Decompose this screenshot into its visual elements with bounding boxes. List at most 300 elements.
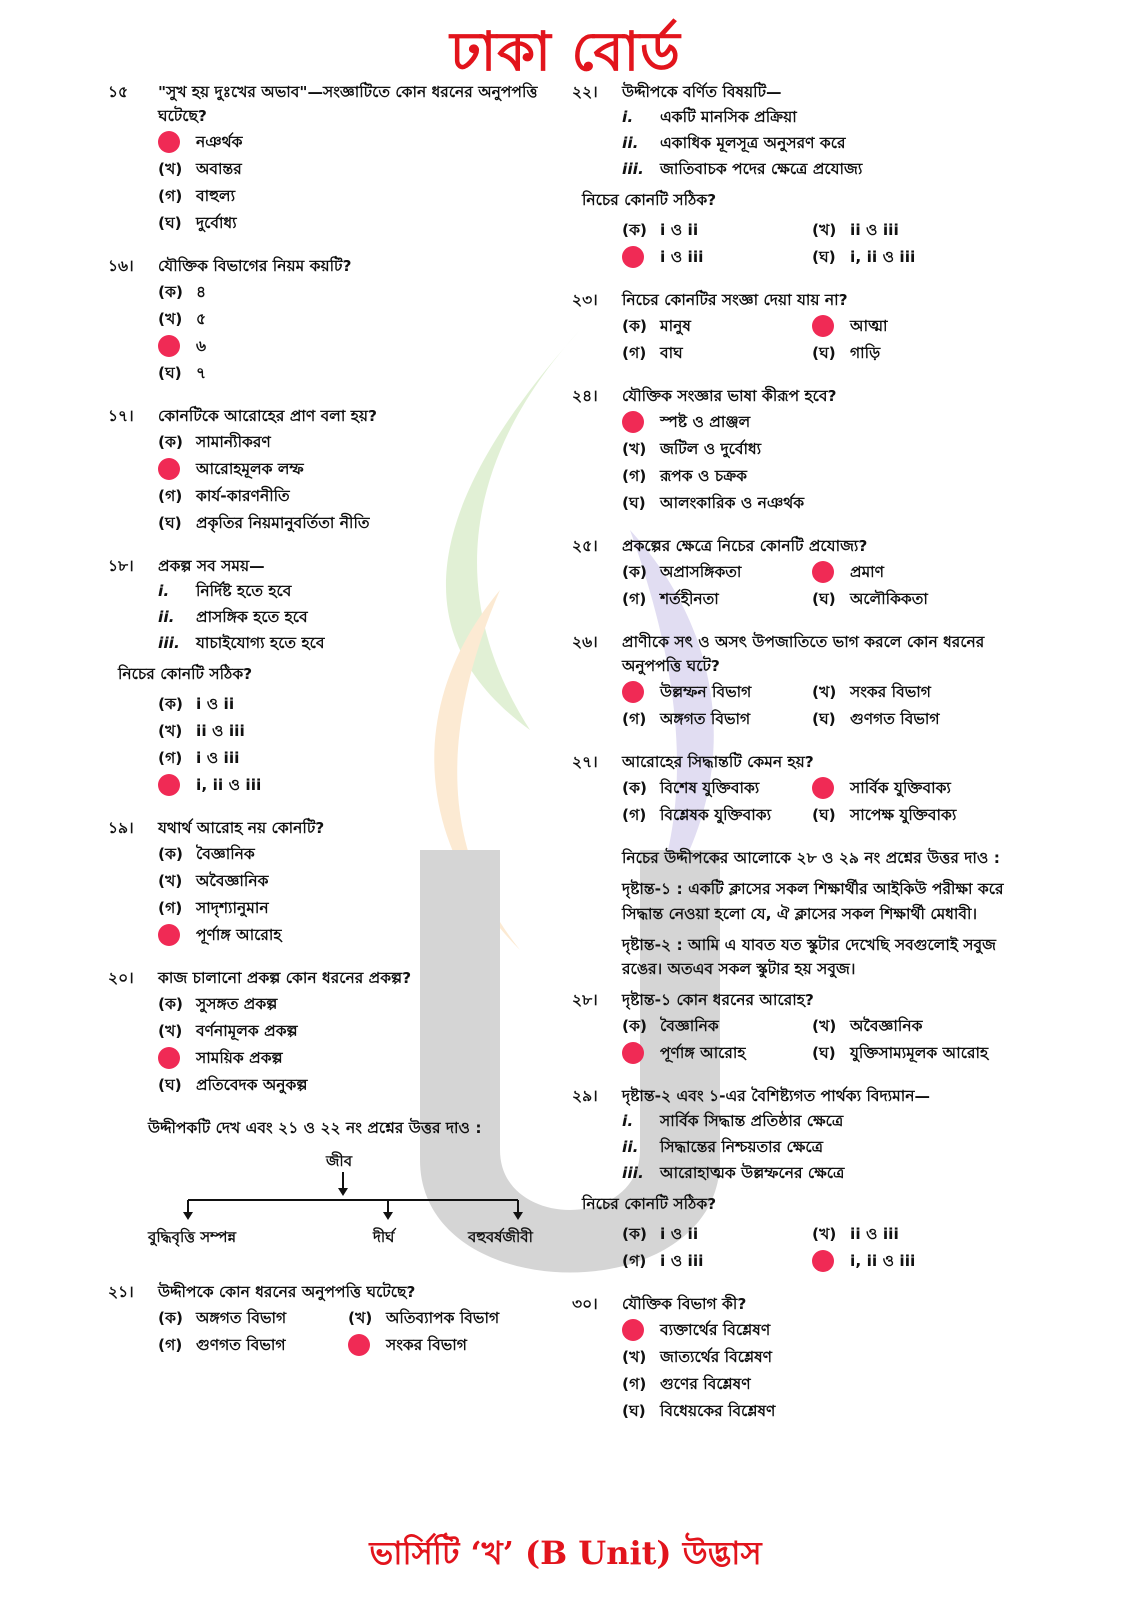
option-item <box>158 744 578 771</box>
question-text: যথার্থ আরোহ নয় কোনটি? <box>158 819 325 838</box>
option-text: গুণগত বিভাগ <box>196 1335 286 1354</box>
question-number: ১৬। <box>108 257 134 276</box>
question-header <box>108 966 578 990</box>
question-text: উদ্দীপকে কোন ধরনের অনুপপত্তি ঘটেছে? <box>158 1283 416 1302</box>
option-letter: (ঘ) <box>812 1043 836 1062</box>
diagram-root: জীব <box>326 1152 353 1171</box>
option-item <box>158 1331 348 1358</box>
option-letter: (গ) <box>622 343 647 362</box>
answer-marker-icon <box>622 246 644 268</box>
option-item <box>158 455 578 482</box>
question-header <box>108 1280 578 1304</box>
option-item <box>158 305 578 332</box>
option-text: বিশেষ যুক্তিবাক্য <box>660 778 760 797</box>
option-text: শর্তহীনতা <box>660 589 719 608</box>
question-number: ২৫। <box>572 537 598 556</box>
question-header <box>572 534 1032 558</box>
option-text: কার্য-কারণনীতি <box>196 486 290 505</box>
option-letter: (ক) <box>622 778 648 797</box>
question-number: ২৯। <box>572 1087 598 1106</box>
statement-text: নির্দিষ্ট হতে হবে <box>196 582 292 601</box>
option-item <box>622 1316 1032 1343</box>
option-text: স্পষ্ট ও প্রাঞ্জল <box>660 412 751 431</box>
option-item <box>158 1071 578 1098</box>
question-text: যৌক্তিক সংজ্ঞার ভাষা কীরূপ হবে? <box>622 387 837 406</box>
question-header <box>572 1084 1032 1108</box>
option-text: ব্যক্তার্থের বিশ্লেষণ <box>660 1320 771 1339</box>
option-item <box>158 990 578 1017</box>
statement-numeral: i. <box>158 582 170 601</box>
statement-item <box>622 1160 1032 1186</box>
question-header <box>572 750 1032 774</box>
statement-item <box>622 1134 1032 1160</box>
option-text: গাড়ি <box>850 343 881 362</box>
option-letter: (গ) <box>622 805 647 824</box>
option-text: বিশ্লেষক যুক্তিবাক্য <box>660 805 772 824</box>
question-q27 <box>572 750 1032 828</box>
option-text: জাত্যর্থের বিশ্লেষণ <box>660 1347 773 1366</box>
question-number: ২৮। <box>572 991 598 1010</box>
question-number: ১৭। <box>108 407 134 426</box>
option-letter: (ঘ) <box>812 709 836 728</box>
option-text: সাপেক্ষ যুক্তিবাক্য <box>850 805 957 824</box>
question-q22 <box>572 80 1032 270</box>
question-header <box>108 554 578 578</box>
answer-marker-icon <box>348 1334 370 1356</box>
option-item <box>158 332 578 359</box>
option-text: অবৈজ্ঞানিক <box>850 1016 923 1035</box>
right-column <box>572 80 1032 1442</box>
option-text: জটিল ও দুর্বোধ্য <box>660 439 762 458</box>
option-text: দুর্বোধ্য <box>196 213 237 232</box>
diagram-child: বুদ্ধিবৃত্তি সম্পন্ন <box>148 1228 237 1247</box>
statement-text: একাধিক মূলসূত্র অনুসরণ করে <box>660 134 846 152</box>
sub-question: নিচের কোনটি সঠিক? <box>118 665 253 684</box>
footer-brand: ভার্সিটি ‘খ’ (B Unit) উদ্ভাস <box>369 1534 762 1572</box>
answer-marker-icon <box>812 777 834 799</box>
question-q28 <box>572 988 1032 1066</box>
option-item <box>158 359 578 386</box>
question-header <box>572 288 1032 312</box>
option-item <box>812 1039 1032 1066</box>
options-list <box>622 774 1032 828</box>
statement-item <box>622 156 1032 182</box>
question-q16 <box>108 254 578 386</box>
option-item <box>158 1017 578 1044</box>
statement-text: আরোহাত্মক উল্লম্ফনের ক্ষেত্রে <box>660 1164 845 1183</box>
statement-item <box>158 630 578 656</box>
option-letter: (ঘ) <box>812 805 836 824</box>
example-1: দৃষ্টান্ত-১ : একটি ক্লাসের সকল শিক্ষার্থীর আইকিউ পরীক্ষা করে সিদ্ধান্ত নেওয়া হলো যে, ঐ ক্লাসের সকল শিক্ষার্থী মেধাবী। <box>622 879 1004 923</box>
option-item <box>812 585 1032 612</box>
option-item <box>622 1012 812 1039</box>
question-number: ১৯। <box>108 819 134 838</box>
option-item <box>812 243 1032 270</box>
question-q17 <box>108 404 578 536</box>
options-list <box>622 558 1032 612</box>
option-letter: (গ) <box>622 1374 647 1393</box>
statement-item <box>622 1108 1032 1134</box>
option-text: অলৌকিকতা <box>850 589 928 608</box>
option-text: বাঘ <box>660 343 683 362</box>
option-letter: (ক) <box>622 1224 648 1243</box>
option-item <box>158 182 578 209</box>
option-text: আরোহমূলক লম্ফ <box>196 459 304 478</box>
statement-item <box>158 604 578 630</box>
options-list <box>158 690 578 798</box>
question-number: ২০। <box>108 969 134 988</box>
question-q19 <box>108 816 578 948</box>
answer-marker-icon <box>158 774 180 796</box>
options-list <box>622 312 1032 366</box>
question-number: ২৭। <box>572 753 598 772</box>
option-text: সাময়িক প্রকল্প <box>196 1048 283 1067</box>
statement-text: যাচাইযোগ্য হতে হবে <box>196 634 325 653</box>
option-letter: (ঘ) <box>158 513 182 532</box>
option-item <box>348 1331 578 1358</box>
stimulus-instruction: উদ্দীপকটি দেখ এবং ২১ ও ২২ নং প্রশ্নের উত্তর দাও : <box>148 1119 482 1138</box>
answer-marker-icon <box>622 1319 644 1341</box>
option-item <box>158 840 578 867</box>
option-letter: (ক) <box>622 316 648 335</box>
option-letter: (ক) <box>158 994 184 1013</box>
answer-marker-icon <box>158 131 180 153</box>
question-text: কোনটিকে আরোহের প্রাণ বলা হয়? <box>158 407 378 426</box>
option-letter: (গ) <box>158 1335 183 1354</box>
option-text: i ও iii <box>660 1251 704 1270</box>
option-item <box>622 1397 1032 1424</box>
options-list <box>622 1316 1032 1424</box>
option-letter: (খ) <box>622 1347 647 1366</box>
statement-text: সিদ্ধান্তের নিশ্চয়তার ক্ষেত্রে <box>660 1138 823 1157</box>
left-column <box>108 80 578 1376</box>
option-text: অতিব্যাপক বিভাগ <box>386 1308 500 1327</box>
option-letter: (ক) <box>158 432 184 451</box>
statement-text: প্রাসঙ্গিক হতে হবে <box>196 608 308 627</box>
question-header <box>572 80 1032 104</box>
option-letter: (খ) <box>158 159 183 178</box>
options-list <box>622 678 1032 732</box>
option-text: i ও iii <box>660 247 704 266</box>
option-text: ৪ <box>196 282 207 301</box>
option-text: বাহুল্য <box>196 186 236 205</box>
statement-numeral: iii. <box>622 160 644 178</box>
question-text: কাজ চালানো প্রকল্প কোন ধরনের প্রকল্প? <box>158 969 412 988</box>
option-letter: (খ) <box>158 1021 183 1040</box>
option-item <box>158 867 578 894</box>
sub-question: নিচের কোনটি সঠিক? <box>582 1195 717 1214</box>
question-text: নিচের কোনটির সংজ্ঞা দেয়া যায় না? <box>622 291 848 310</box>
option-item <box>812 558 1032 585</box>
question-number: ১৫ <box>108 83 129 101</box>
option-item <box>622 1039 812 1066</box>
option-letter: (ক) <box>158 1308 184 1327</box>
option-item <box>812 774 1032 801</box>
option-text: মানুষ <box>660 316 691 335</box>
option-item <box>158 128 578 155</box>
option-letter: (গ) <box>158 186 183 205</box>
question-header <box>572 1292 1032 1316</box>
options-list <box>622 216 1032 270</box>
option-text: সুসঙ্গত প্রকল্প <box>196 994 278 1013</box>
option-item <box>622 705 812 732</box>
option-letter: (ক) <box>622 562 648 581</box>
option-letter: (গ) <box>158 748 183 767</box>
answer-marker-icon <box>812 315 834 337</box>
sub-question: নিচের কোনটি সঠিক? <box>582 191 717 210</box>
option-letter: (ঘ) <box>622 493 646 512</box>
stimulus-instruction: নিচের উদ্দীপকের আলোকে ২৮ ও ২৯ নং প্রশ্নের উত্তর দাও : <box>622 849 1000 868</box>
option-item <box>622 585 812 612</box>
question-q20 <box>108 966 578 1098</box>
option-text: বর্ণনামূলক প্রকল্প <box>196 1021 298 1040</box>
page-title: ঢাকা বোর্ড <box>450 20 681 83</box>
question-q15 <box>108 80 578 236</box>
option-text: i, ii ও iii <box>196 775 262 794</box>
option-item <box>812 216 1032 243</box>
option-item <box>348 1304 578 1331</box>
option-text: ii ও iii <box>850 220 899 239</box>
option-text: অবৈজ্ঞানিক <box>196 871 269 890</box>
statement-numeral: i. <box>622 1112 634 1131</box>
option-item <box>622 339 812 366</box>
option-item <box>622 678 812 705</box>
option-letter: (ক) <box>158 282 184 301</box>
option-letter: (খ) <box>158 721 183 740</box>
option-text: অপ্রাসঙ্গিকতা <box>660 562 742 581</box>
option-item <box>622 408 1032 435</box>
option-text: বৈজ্ঞানিক <box>660 1016 719 1035</box>
question-number: ২২। <box>572 83 598 101</box>
option-item <box>158 278 578 305</box>
option-text: সংকর বিভাগ <box>850 682 931 701</box>
question-header <box>572 384 1032 408</box>
question-number: ২৪। <box>572 387 598 406</box>
option-text: অবান্তর <box>196 159 242 178</box>
option-text: পূর্ণাঙ্গ আরোহ <box>660 1043 746 1062</box>
option-item <box>158 894 578 921</box>
option-text: i, ii ও iii <box>850 1251 916 1270</box>
option-item <box>812 801 1032 828</box>
option-item <box>812 1220 1032 1247</box>
option-letter: (খ) <box>158 309 183 328</box>
option-text: i ও ii <box>660 1224 699 1243</box>
answer-marker-icon <box>158 1047 180 1069</box>
option-letter: (ঘ) <box>158 1075 182 1094</box>
option-text: আত্মা <box>850 316 888 335</box>
option-letter: (খ) <box>812 1016 837 1035</box>
option-text: গুণগত বিভাগ <box>850 709 940 728</box>
statement-item <box>158 578 578 604</box>
question-text: যৌক্তিক বিভাগ কী? <box>622 1295 747 1314</box>
question-text: দৃষ্টান্ত-২ এবং ১-এর বৈশিষ্ট্যগত পার্থক্য বিদ্যমান— <box>622 1087 931 1106</box>
option-text: ii ও iii <box>196 721 245 740</box>
question-q24 <box>572 384 1032 516</box>
question-q23 <box>572 288 1032 366</box>
option-item <box>622 312 812 339</box>
option-item <box>812 678 1032 705</box>
classification-diagram <box>148 1150 548 1280</box>
answer-marker-icon <box>158 458 180 480</box>
option-item <box>622 1343 1032 1370</box>
statement-item <box>622 104 1032 130</box>
option-item <box>622 462 1032 489</box>
option-item <box>622 489 1032 516</box>
diagram-child: বহুবর্ষজীবী <box>468 1228 533 1247</box>
option-item <box>622 243 812 270</box>
option-item <box>812 1012 1032 1039</box>
diagram-child: দীর্ঘ <box>373 1228 395 1247</box>
statement-text: জাতিবাচক পদের ক্ষেত্রে প্রযোজ্য <box>660 160 863 178</box>
option-text: সামান্যীকরণ <box>196 432 271 451</box>
question-number: ২৩। <box>572 291 598 310</box>
option-item <box>622 801 812 828</box>
options-list <box>622 1012 1032 1066</box>
option-text: i ও ii <box>660 220 699 239</box>
option-text: পূর্ণাঙ্গ আরোহ <box>196 925 282 944</box>
question-q25 <box>572 534 1032 612</box>
option-text: প্রমাণ <box>850 562 885 581</box>
question-text: আরোহের সিদ্ধান্তটি কেমন হয়? <box>622 753 814 772</box>
options-list <box>158 1304 578 1358</box>
question-q30 <box>572 1292 1032 1424</box>
statement-numeral: ii. <box>622 134 639 152</box>
option-text: সংকর বিভাগ <box>386 1335 467 1354</box>
option-text: নঞর্থক <box>196 132 243 151</box>
statement-text: সার্বিক সিদ্ধান্ত প্রতিষ্ঠার ক্ষেত্রে <box>660 1112 844 1131</box>
option-item <box>812 339 1032 366</box>
question-q18 <box>108 554 578 798</box>
option-item <box>158 690 578 717</box>
option-text: i ও iii <box>196 748 240 767</box>
statement-numeral: iii. <box>158 634 180 653</box>
option-text: প্রকৃতির নিয়মানুবর্তিতা নীতি <box>196 513 370 532</box>
answer-marker-icon <box>622 1042 644 1064</box>
options-list <box>158 278 578 386</box>
options-list <box>158 990 578 1098</box>
option-text: ৬ <box>196 336 207 355</box>
options-list <box>622 1220 1032 1274</box>
option-letter: (খ) <box>812 220 837 239</box>
option-item <box>812 1247 1032 1274</box>
statement-item <box>622 130 1032 156</box>
question-number: ২৬। <box>572 633 598 652</box>
statement-text: একটি মানসিক প্রক্রিয়া <box>660 108 797 126</box>
option-letter: (ঘ) <box>812 343 836 362</box>
option-item <box>158 1044 578 1071</box>
option-item <box>622 774 812 801</box>
question-text: উদ্দীপকে বর্ণিত বিষয়টি— <box>622 83 782 101</box>
option-text: ৭ <box>196 363 207 382</box>
option-item <box>622 1247 812 1274</box>
option-item <box>158 209 578 236</box>
statement-numeral: iii. <box>622 1164 644 1183</box>
option-letter: (গ) <box>622 709 647 728</box>
question-q21 <box>108 1280 578 1358</box>
options-list <box>622 408 1032 516</box>
option-letter: (ক) <box>622 1016 648 1035</box>
option-letter: (গ) <box>622 589 647 608</box>
question-header <box>108 404 578 428</box>
option-item <box>158 1304 348 1331</box>
answer-marker-icon <box>812 561 834 583</box>
answer-marker-icon <box>622 411 644 433</box>
option-letter: (ক) <box>158 694 184 713</box>
option-letter: (ঘ) <box>812 589 836 608</box>
option-letter: (ঘ) <box>158 213 182 232</box>
option-item <box>812 312 1032 339</box>
option-item <box>158 771 578 798</box>
question-number: ২১। <box>108 1283 134 1302</box>
option-text: আলংকারিক ও নঞর্থক <box>660 493 805 512</box>
question-q29 <box>572 1084 1032 1274</box>
option-text: অঙ্গগত বিভাগ <box>196 1308 287 1327</box>
question-header <box>572 988 1032 1012</box>
option-letter: (গ) <box>158 486 183 505</box>
option-item <box>158 717 578 744</box>
option-text: উল্লম্ফন বিভাগ <box>660 682 752 701</box>
statement-numeral: i. <box>622 108 634 126</box>
question-header <box>108 80 578 128</box>
question-q26 <box>572 630 1032 732</box>
option-text: সাদৃশ্যানুমান <box>196 898 269 917</box>
option-letter: (খ) <box>622 439 647 458</box>
option-text: রূপক ও চক্রক <box>660 466 748 485</box>
answer-marker-icon <box>622 681 644 703</box>
option-letter: (ঘ) <box>622 1401 646 1420</box>
question-header <box>108 816 578 840</box>
option-item <box>622 435 1032 462</box>
option-item <box>158 155 578 182</box>
option-item <box>622 1370 1032 1397</box>
answer-marker-icon <box>158 335 180 357</box>
option-letter: (ক) <box>622 220 648 239</box>
answer-marker-icon <box>158 924 180 946</box>
option-text: অঙ্গগত বিভাগ <box>660 709 751 728</box>
example-2: দৃষ্টান্ত-২ : আমি এ যাবত যত স্কুটার দেখেছি সবগুলোই সবুজ রঙের। অতএব সকল স্কুটার হয় সবুজ। <box>622 935 997 979</box>
option-item <box>158 482 578 509</box>
option-letter: (ঘ) <box>158 363 182 382</box>
option-item <box>622 216 812 243</box>
option-letter: (গ) <box>158 898 183 917</box>
option-letter: (ক) <box>158 844 184 863</box>
option-letter: (খ) <box>158 871 183 890</box>
option-text: বিধেয়কের বিশ্লেষণ <box>660 1401 776 1420</box>
option-letter: (খ) <box>812 682 837 701</box>
question-text: প্রকল্প সব সময়— <box>158 557 265 576</box>
option-item <box>158 509 578 536</box>
option-item <box>622 558 812 585</box>
option-item <box>158 921 578 948</box>
question-text: "সুখ হয় দুঃখের অভাব"—সংজ্ঞাটিতে কোন ধরনের অনুপপত্তি ঘটেছে? <box>158 83 538 126</box>
option-letter: (ঘ) <box>812 247 836 266</box>
question-text: যৌক্তিক বিভাগের নিয়ম কয়টি? <box>158 257 352 276</box>
option-text: যুক্তিসাম্যমূলক আরোহ <box>850 1043 989 1062</box>
option-letter: (গ) <box>622 466 647 485</box>
option-text: ৫ <box>196 309 207 328</box>
option-text: সার্বিক যুক্তিবাক্য <box>850 778 951 797</box>
options-list <box>158 128 578 236</box>
question-text: দৃষ্টান্ত-১ কোন ধরনের আরোহ? <box>622 991 814 1010</box>
option-item <box>622 1220 812 1247</box>
answer-marker-icon <box>812 1250 834 1272</box>
question-text: প্রাণীকে সৎ ও অসৎ উপজাতিতে ভাগ করলে কোন ধরনের অনুপপত্তি ঘটে? <box>622 633 985 676</box>
option-text: ii ও iii <box>850 1224 899 1243</box>
statement-numeral: ii. <box>158 608 175 627</box>
option-text: i ও ii <box>196 694 235 713</box>
option-item <box>158 428 578 455</box>
option-letter: (গ) <box>622 1251 647 1270</box>
